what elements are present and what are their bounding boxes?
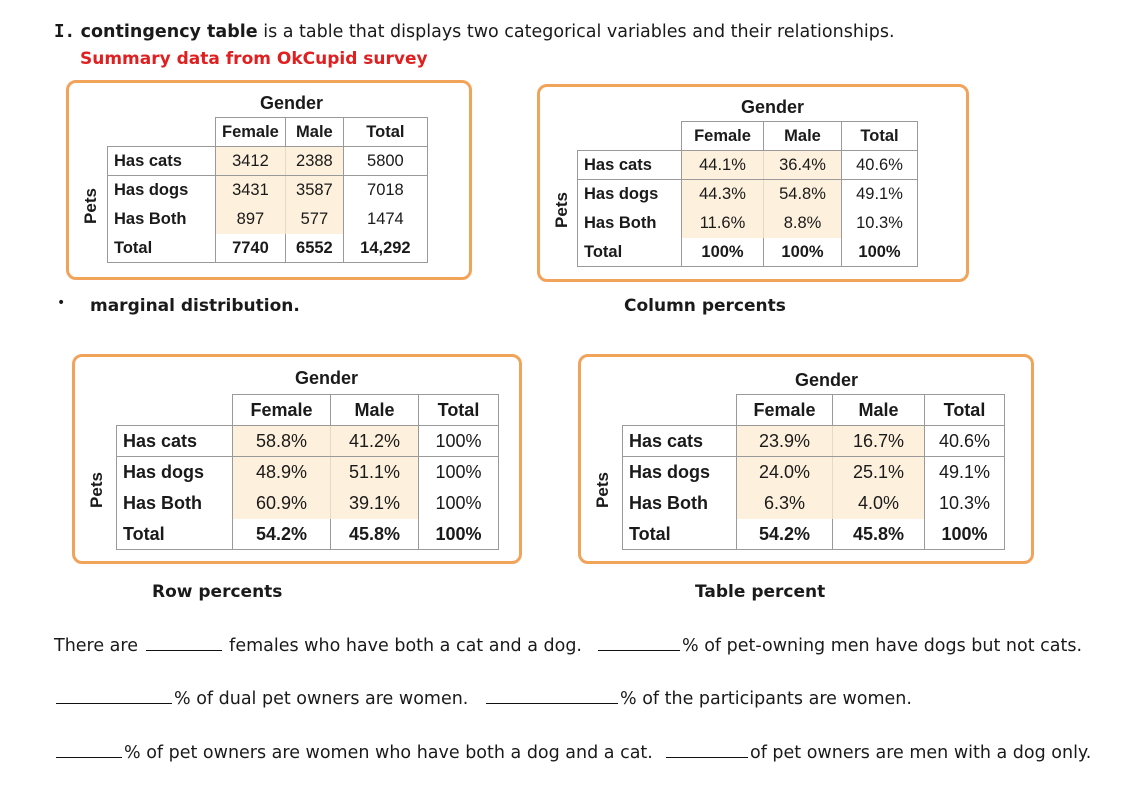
question-2-text: % of pet-owning men have dogs but not cats. xyxy=(682,636,1083,656)
table-cell: 100% xyxy=(419,488,499,519)
pets-label: Pets xyxy=(551,192,571,228)
row-header: Has cats xyxy=(578,151,682,180)
question-1-end: females who have both a cat and a dog. xyxy=(229,636,582,656)
table-cell: 49.1% xyxy=(842,180,918,209)
question-1 xyxy=(54,636,582,656)
question-6 xyxy=(664,743,1091,763)
table-cell: 54.2% xyxy=(737,519,833,550)
row-header: Has cats xyxy=(108,147,216,176)
table-percent-table xyxy=(622,394,1005,550)
question-5-text: % of pet owners are women who have both a dog and a cat. xyxy=(124,743,653,763)
survey-subtitle: Summary data from OkCupid survey xyxy=(80,49,428,69)
corner-cell xyxy=(117,395,233,426)
corner-cell xyxy=(108,118,216,147)
corner-cell xyxy=(623,395,737,426)
gender-label: Gender xyxy=(295,368,359,388)
table-cell: 10.3% xyxy=(842,209,918,238)
table-cell: 60.9% xyxy=(233,488,331,519)
table-cell: 6.3% xyxy=(737,488,833,519)
corner-cell xyxy=(578,122,682,151)
row-header: Has dogs xyxy=(623,457,737,488)
table-cell: 48.9% xyxy=(233,457,331,488)
table-cell: 100% xyxy=(419,519,499,550)
row-percents-table xyxy=(116,394,499,550)
section-number: I. xyxy=(54,22,76,42)
table-cell: 23.9% xyxy=(737,426,833,457)
table-cell: 45.8% xyxy=(331,519,419,550)
table-cell: 45.8% xyxy=(833,519,925,550)
table-cell: 897 xyxy=(216,205,286,234)
row-header: Has cats xyxy=(623,426,737,457)
column-percents-table xyxy=(577,121,918,267)
table-cell: 5800 xyxy=(343,147,427,176)
table-cell: 54.8% xyxy=(764,180,842,209)
question-6-text: of pet owners are men with a dog only. xyxy=(750,743,1092,763)
question-2 xyxy=(596,636,1082,656)
pets-label: Pets xyxy=(86,472,106,508)
answer-blank[interactable] xyxy=(598,650,680,651)
marginal-caption: marginal distribution. xyxy=(90,296,300,316)
row-header: Total xyxy=(117,519,233,550)
table-cell: 7018 xyxy=(343,176,427,205)
column-header-male: Male xyxy=(833,395,925,426)
question-1-start: There are xyxy=(54,636,138,656)
column-header-male: Male xyxy=(331,395,419,426)
table-cell: 49.1% xyxy=(925,457,1005,488)
answer-blank[interactable] xyxy=(666,757,748,758)
table-cell: 3412 xyxy=(216,147,286,176)
row-header: Total xyxy=(623,519,737,550)
column-header-total: Total xyxy=(925,395,1005,426)
table-cell: 10.3% xyxy=(925,488,1005,519)
table-cell: 44.1% xyxy=(682,151,764,180)
row-header: Has Both xyxy=(623,488,737,519)
table-cell: 58.8% xyxy=(233,426,331,457)
table-cell: 36.4% xyxy=(764,151,842,180)
table-cell: 41.2% xyxy=(331,426,419,457)
answer-blank[interactable] xyxy=(486,703,618,704)
table-cell: 6552 xyxy=(285,234,343,263)
heading-text: is a table that displays two categorical variables and their relationships. xyxy=(263,22,895,42)
gender-label: Gender xyxy=(741,97,805,117)
column-header-female: Female xyxy=(233,395,331,426)
table-cell: 25.1% xyxy=(833,457,925,488)
table-cell: 100% xyxy=(764,238,842,267)
row-header: Has Both xyxy=(108,205,216,234)
gender-label: Gender xyxy=(260,93,324,113)
heading-term: contingency table xyxy=(80,22,258,42)
column-header-male: Male xyxy=(285,118,343,147)
question-3 xyxy=(54,689,468,709)
column-header-total: Total xyxy=(343,118,427,147)
question-5 xyxy=(54,743,653,763)
row-header: Total xyxy=(108,234,216,263)
table-cell: 44.3% xyxy=(682,180,764,209)
column-header-male: Male xyxy=(764,122,842,151)
row-header: Has dogs xyxy=(108,176,216,205)
table-cell: 3431 xyxy=(216,176,286,205)
table-cell: 51.1% xyxy=(331,457,419,488)
column-percents-caption: Column percents xyxy=(624,296,786,316)
row-header: Has dogs xyxy=(117,457,233,488)
table-cell: 8.8% xyxy=(764,209,842,238)
question-3-text: % of dual pet owners are women. xyxy=(174,689,469,709)
bullet: • xyxy=(57,295,66,311)
pets-label: Pets xyxy=(80,188,100,224)
table-cell: 14,292 xyxy=(343,234,427,263)
column-header-female: Female xyxy=(682,122,764,151)
table-cell: 100% xyxy=(419,457,499,488)
gender-label: Gender xyxy=(795,370,859,390)
table-cell: 39.1% xyxy=(331,488,419,519)
row-header: Has dogs xyxy=(578,180,682,209)
table-cell: 100% xyxy=(682,238,764,267)
table-cell: 4.0% xyxy=(833,488,925,519)
table-cell: 40.6% xyxy=(842,151,918,180)
table-cell: 11.6% xyxy=(682,209,764,238)
column-header-female: Female xyxy=(216,118,286,147)
answer-blank[interactable] xyxy=(56,757,122,758)
table-cell: 16.7% xyxy=(833,426,925,457)
row-header: Has Both xyxy=(578,209,682,238)
pets-label: Pets xyxy=(592,472,612,508)
table-cell: 100% xyxy=(842,238,918,267)
table-cell: 2388 xyxy=(285,147,343,176)
section-heading xyxy=(54,22,895,42)
table-cell: 100% xyxy=(925,519,1005,550)
table-percent-caption: Table percent xyxy=(695,582,826,602)
row-header: Has cats xyxy=(117,426,233,457)
table-cell: 7740 xyxy=(216,234,286,263)
table-cell: 54.2% xyxy=(233,519,331,550)
row-header: Has Both xyxy=(117,488,233,519)
answer-blank[interactable] xyxy=(56,703,172,704)
question-4 xyxy=(484,689,912,709)
table-cell: 1474 xyxy=(343,205,427,234)
answer-blank[interactable] xyxy=(146,650,222,651)
question-4-text: % of the participants are women. xyxy=(620,689,912,709)
table-cell: 100% xyxy=(419,426,499,457)
table-cell: 577 xyxy=(285,205,343,234)
column-header-total: Total xyxy=(842,122,918,151)
table-cell: 24.0% xyxy=(737,457,833,488)
column-header-total: Total xyxy=(419,395,499,426)
row-percents-caption: Row percents xyxy=(152,582,283,602)
row-header: Total xyxy=(578,238,682,267)
table-cell: 3587 xyxy=(285,176,343,205)
table-cell: 40.6% xyxy=(925,426,1005,457)
column-header-female: Female xyxy=(737,395,833,426)
counts-table xyxy=(107,117,428,263)
